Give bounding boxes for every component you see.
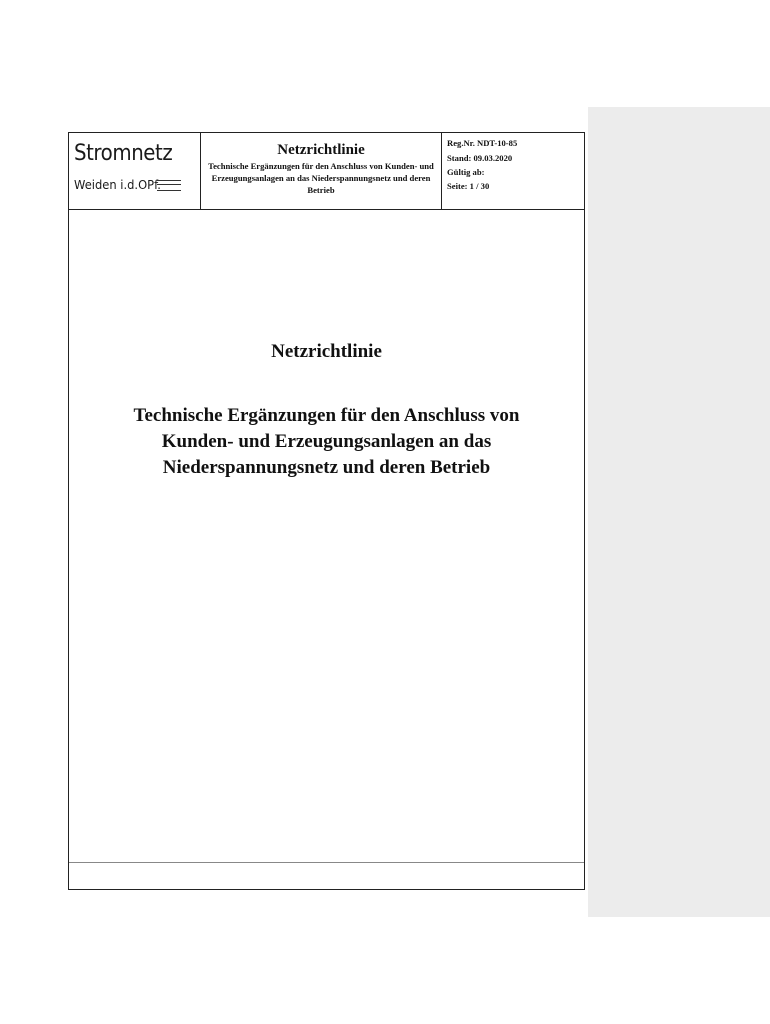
comment-sidebar (588, 107, 770, 917)
main-subtitle (79, 403, 574, 481)
header-title-cell (201, 133, 442, 209)
reg-nr: Reg.Nr. NDT-10-85 (447, 138, 518, 148)
gueltig-ab: Gültig ab: (447, 167, 485, 177)
logo-subtitle: Weiden i.d.OPf. (74, 177, 161, 192)
header-title: Netzrichtlinie (277, 142, 365, 158)
footer-divider (69, 862, 584, 863)
main-subtitle-line2: Kunden- und Erzeugungsanlagen an das (161, 431, 492, 452)
document-header (69, 133, 584, 210)
header-subtitle: Technische Ergänzungen für den Anschluss von Kunden- und Erzeugungsanlagen an das Niederspannungsnetz und deren Betrieb (208, 161, 434, 195)
document-page (68, 132, 585, 890)
main-subtitle-line3: Niederspannungsnetz und deren Betrieb (162, 457, 491, 478)
logo-lines-icon (157, 180, 181, 191)
header-meta-cell (442, 133, 585, 209)
stand-date: Stand: 09.03.2020 (447, 153, 513, 163)
main-title: Netzrichtlinie (271, 341, 382, 362)
logo-title: Stromnetz (74, 141, 173, 166)
page-number: Seite: 1 / 30 (447, 181, 490, 191)
main-subtitle-line1: Technische Ergänzungen für den Anschluss von (133, 405, 520, 426)
company-logo (69, 133, 201, 209)
